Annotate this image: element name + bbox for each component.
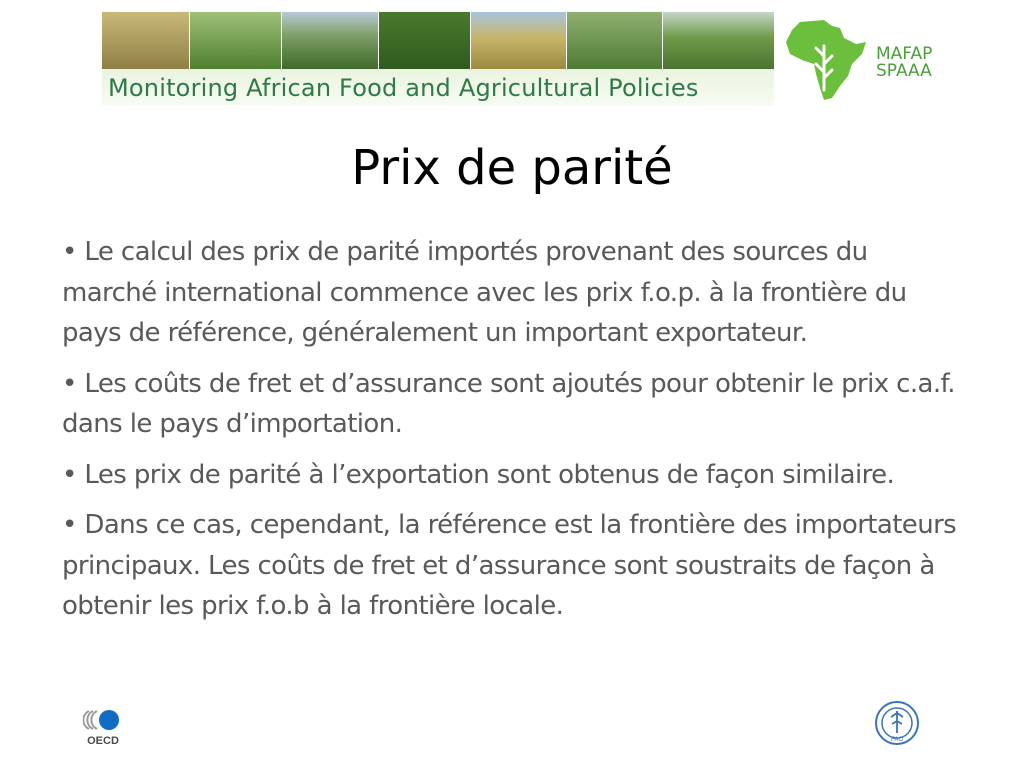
bullet-1: • Le calcul des prix de parité importés provenant des sources du marché international commence avec les prix f.o.p. à la frontière du pays de référence, généralement un important exportateur.	[62, 237, 907, 348]
africa-map-icon	[780, 16, 872, 104]
photo-market	[567, 12, 663, 69]
fao-logo	[874, 700, 920, 746]
logo-line-spaaa: SPAAA	[876, 61, 932, 81]
mafap-logo-text	[876, 46, 932, 80]
photo-field	[190, 12, 282, 69]
slide-title: Prix de parité	[351, 140, 673, 196]
oecd-icon	[83, 709, 123, 747]
fao-icon	[874, 700, 920, 746]
photo-farmers	[102, 12, 190, 69]
bullet-2: • Les coûts de fret et d’assurance sont ajoutés pour obtenir le prix c.a.f. dans le pays d’importation.	[62, 368, 955, 439]
photo-harvest	[471, 12, 567, 69]
caption-band	[102, 69, 774, 106]
photo-crops	[379, 12, 471, 69]
oecd-logo	[83, 709, 123, 747]
photo-hills	[282, 12, 378, 69]
fao-label: FAO	[890, 737, 904, 743]
banner-caption: Monitoring African Food and Agricultural Policies	[108, 74, 699, 102]
bullet-4: • Dans ce cas, cependant, la référence est la frontière des importateurs principaux. Les coûts de fret et d’assurance sont soustraits de façon à obtenir les prix f.o.b à la frontière locale.	[62, 510, 957, 621]
oecd-label: OECD	[87, 735, 119, 747]
bullet-3: • Les prix de parité à l’exportation sont obtenus de façon similaire.	[62, 459, 895, 490]
slide-body	[62, 232, 962, 637]
photo-workers	[663, 12, 774, 69]
banner	[102, 12, 774, 106]
photo-strip	[102, 12, 774, 69]
logo-line-mafap: MAFAP	[876, 44, 933, 64]
mafap-logo	[780, 16, 950, 104]
